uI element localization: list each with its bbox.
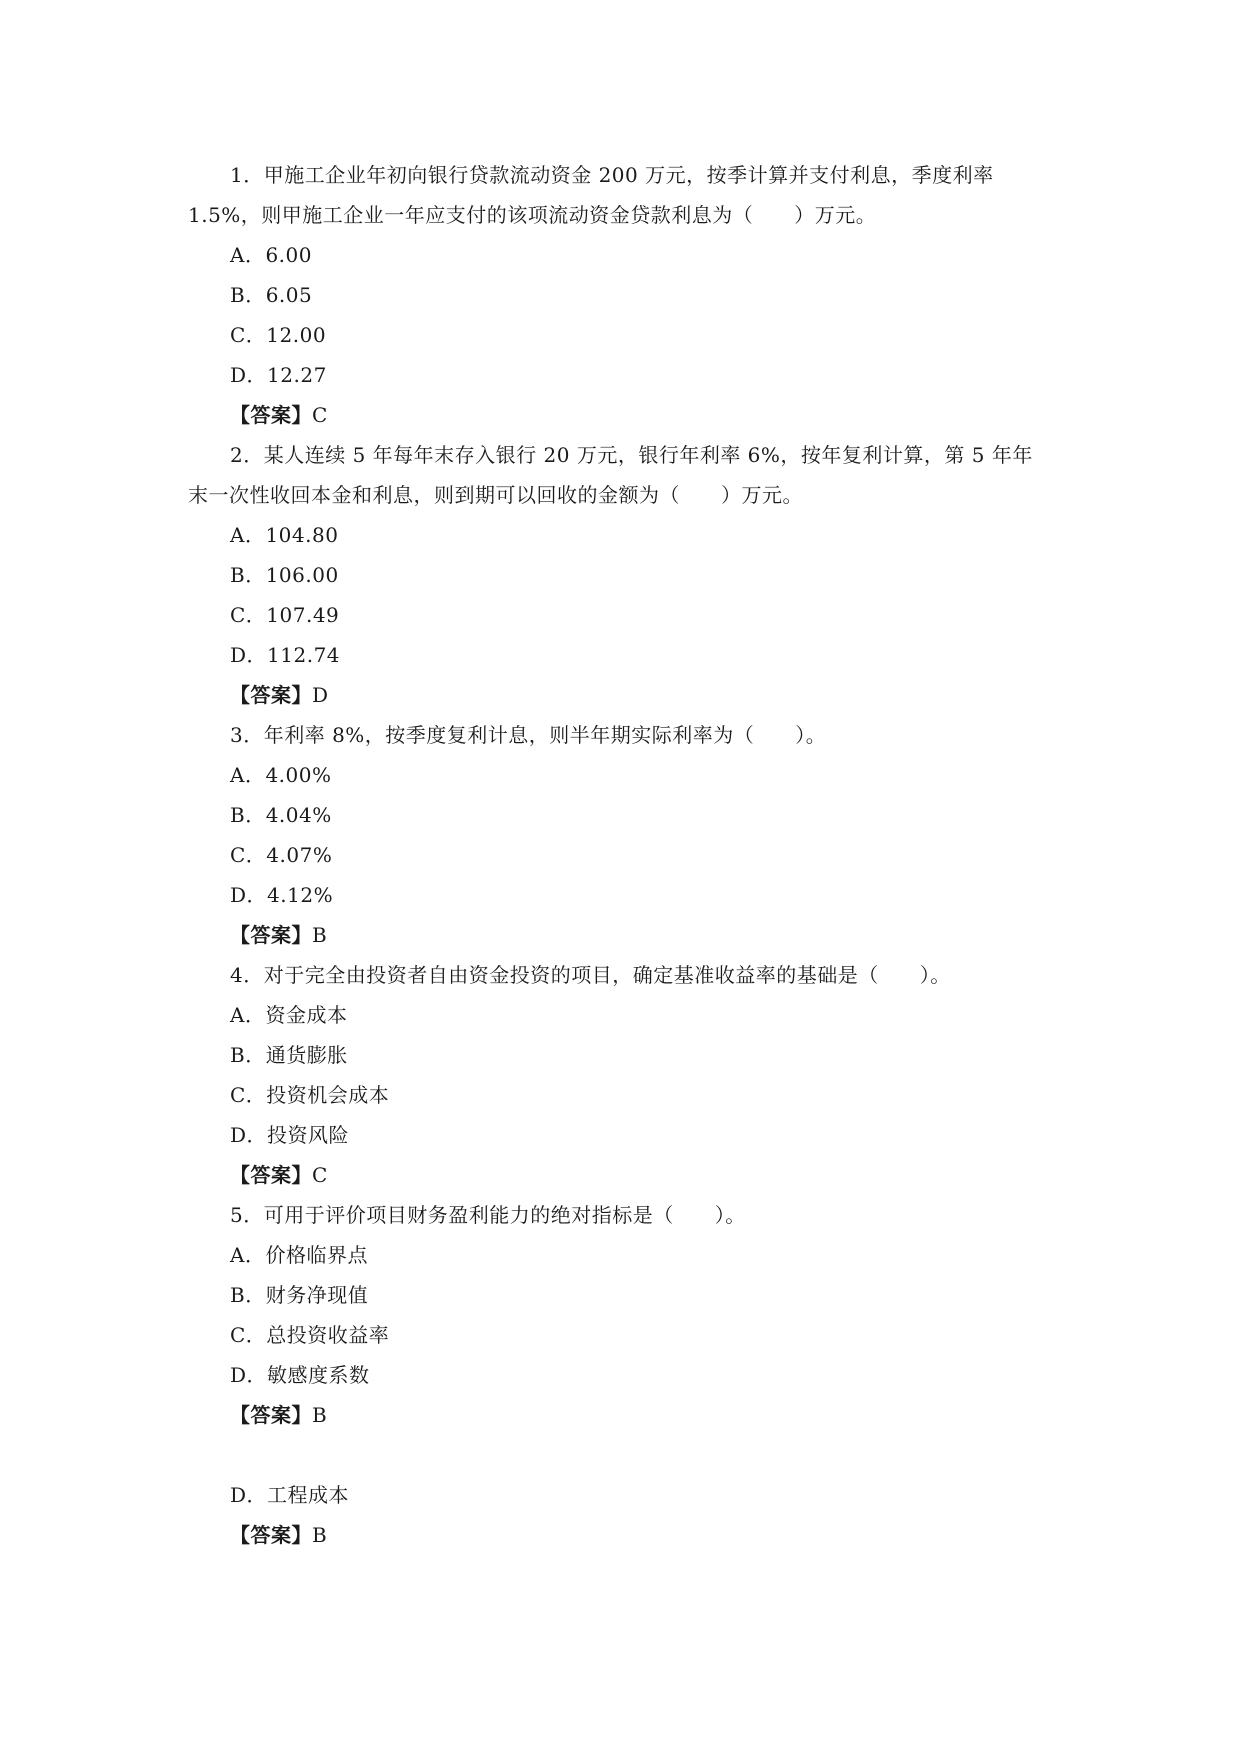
question-4-option-c: C．投资机会成本 <box>230 1083 390 1107</box>
answer-label: 【答案】 <box>230 1403 312 1427</box>
question-2-answer <box>230 683 329 707</box>
question-4-option-a: A．资金成本 <box>230 1003 348 1027</box>
answer-value: B <box>312 1523 328 1547</box>
question-1-option-c: C．12.00 <box>230 323 327 347</box>
question-1-text-line2: 1.5%，则甲施工企业一年应支付的该项流动资金贷款利息为（ ）万元。 <box>188 203 877 227</box>
answer-value: B <box>312 923 328 947</box>
question-4-text-line1: 4．对于完全由投资者自由资金投资的项目，确定基准收益率的基础是（ ）。 <box>230 963 951 987</box>
question-4-option-b: B．通货膨胀 <box>230 1043 348 1067</box>
question-2-option-d: D．112.74 <box>230 643 341 667</box>
answer-label: 【答案】 <box>230 923 312 947</box>
trailing-answer <box>230 1523 327 1547</box>
answer-label: 【答案】 <box>230 1523 312 1547</box>
question-1-option-a: A．6.00 <box>230 243 312 267</box>
question-5-text-line1: 5．可用于评价项目财务盈利能力的绝对指标是（ ）。 <box>230 1203 746 1227</box>
answer-label: 【答案】 <box>230 403 312 427</box>
question-3-option-d: D．4.12% <box>230 883 334 907</box>
question-5-option-a: A．价格临界点 <box>230 1243 368 1267</box>
question-3-text-line1: 3．年利率 8%，按季度复利计息，则半年期实际利率为（ ）。 <box>230 723 827 747</box>
answer-value: C <box>312 1163 328 1187</box>
question-2-text-line2: 末一次性收回本金和利息，则到期可以回收的金额为（ ）万元。 <box>188 483 803 507</box>
answer-label: 【答案】 <box>230 683 312 707</box>
question-2-text-line1: 2．某人连续 5 年每年末存入银行 20 万元，银行年利率 6%，按年复利计算，第 5 年年 <box>230 443 1033 467</box>
question-1-text-line1: 1．甲施工企业年初向银行贷款流动资金 200 万元，按季计算并支付利息，季度利率 <box>230 163 994 187</box>
question-5-answer <box>230 1403 327 1427</box>
answer-value: C <box>312 403 328 427</box>
question-3-option-b: B．4.04% <box>230 803 332 827</box>
question-2-option-b: B．106.00 <box>230 563 339 587</box>
question-4-answer <box>230 1163 328 1187</box>
answer-label: 【答案】 <box>230 1163 312 1187</box>
question-5-option-c: C．总投资收益率 <box>230 1323 390 1347</box>
answer-value: B <box>312 1403 328 1427</box>
question-3-option-c: C．4.07% <box>230 843 333 867</box>
question-3-answer <box>230 923 327 947</box>
question-5-option-b: B．财务净现值 <box>230 1283 369 1307</box>
answer-value: D <box>312 683 329 707</box>
question-5-option-d: D．敏感度系数 <box>230 1363 370 1387</box>
trailing-option-d: D．工程成本 <box>230 1483 350 1507</box>
question-2-option-a: A．104.80 <box>230 523 339 547</box>
question-1-option-b: B．6.05 <box>230 283 313 307</box>
question-1-answer <box>230 403 328 427</box>
question-3-option-a: A．4.00% <box>230 763 332 787</box>
question-1-option-d: D．12.27 <box>230 363 327 387</box>
question-4-option-d: D．投资风险 <box>230 1123 350 1147</box>
question-2-option-c: C．107.49 <box>230 603 340 627</box>
